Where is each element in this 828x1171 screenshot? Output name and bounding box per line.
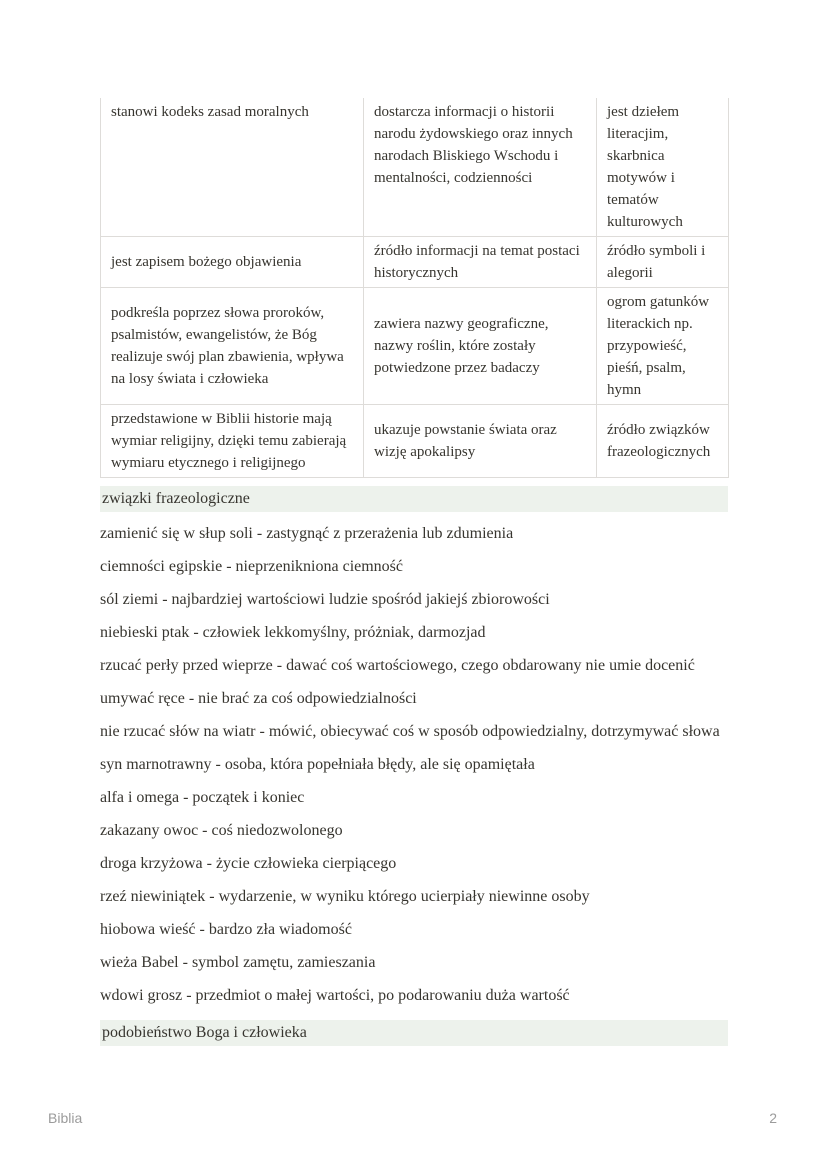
table-cell: ogrom gatunków literackich np. przypowieść, pieśń, psalm, hymn xyxy=(597,288,729,405)
section-heading-zwiazki-frazeologiczne: związki frazeologiczne xyxy=(100,486,728,512)
table-row xyxy=(101,237,729,288)
table-cell: stanowi kodeks zasad moralnych xyxy=(101,98,364,237)
phrase-item: zakazany owoc - coś niedozwolonego xyxy=(100,822,343,839)
phrase-item: alfa i omega - początek i koniec xyxy=(100,789,305,806)
phrase-item: ciemności egipskie - nieprzenikniona ciemność xyxy=(100,558,404,575)
table-cell: przedstawione w Biblii historie mają wymiar religijny, dzięki temu zabierają wymiaru etycznego i religijnego xyxy=(101,405,364,478)
phrase-item: sól ziemi - najbardziej wartościowi ludzie spośród jakiejś zbiorowości xyxy=(100,591,550,608)
phrase-item: syn marnotrawny - osoba, która popełniała błędy, ale się opamiętała xyxy=(100,756,535,773)
phrase-item: nie rzucać słów na wiatr - mówić, obiecywać coś w sposób odpowiedzialny, dotrzymywać słowa xyxy=(100,723,720,740)
phrase-item: wdowi grosz - przedmiot o małej wartości, po podarowaniu duża wartość xyxy=(100,987,570,1004)
table-cell: dostarcza informacji o historii narodu żydowskiego oraz innych narodach Bliskiego Wschodu i mentalności, codzienności xyxy=(364,98,597,237)
phrase-item: rzeź niewiniątek - wydarzenie, w wyniku którego ucierpiały niewinne osoby xyxy=(100,888,590,905)
phrase-item: umywać ręce - nie brać za coś odpowiedzialności xyxy=(100,690,417,707)
bible-roles-table xyxy=(100,98,729,478)
phrase-item: zamienić się w słup soli - zastygnąć z przerażenia lub zdumienia xyxy=(100,525,514,542)
phrase-item: hiobowa wieść - bardzo zła wiadomość xyxy=(100,921,352,938)
table-cell: zawiera nazwy geograficzne, nazwy roślin, które zostały potwiedzone przez badaczy xyxy=(364,288,597,405)
section-heading-podobienstwo-boga: podobieństwo Boga i człowieka xyxy=(100,1020,728,1046)
table-cell: podkreśla poprzez słowa proroków, psalmistów, ewangelistów, że Bóg realizuje swój plan zbawienia, wpływa na losy świata i człowieka xyxy=(101,288,364,405)
phrase-item: droga krzyżowa - życie człowieka cierpiącego xyxy=(100,855,397,872)
table-cell: jest dziełem literacjim, skarbnica motywów i tematów kulturowych xyxy=(597,98,729,237)
table-row xyxy=(101,288,729,405)
footer-page-number: 2 xyxy=(769,1110,777,1126)
table-cell: źródło symboli i alegorii xyxy=(597,237,729,288)
footer-doc-title: Biblia xyxy=(48,1110,83,1126)
table-cell: źródło informacji na temat postaci historycznych xyxy=(364,237,597,288)
phrase-item: wieża Babel - symbol zamętu, zamieszania xyxy=(100,954,376,971)
table-row xyxy=(101,98,729,237)
document-content xyxy=(100,98,728,1055)
table-cell: ukazuje powstanie świata oraz wizję apokalipsy xyxy=(364,405,597,478)
table-cell: źródło związków frazeologicznych xyxy=(597,405,729,478)
table-row xyxy=(101,405,729,478)
phrase-item: niebieski ptak - człowiek lekkomyślny, próżniak, darmozjad xyxy=(100,624,486,641)
table-cell: jest zapisem bożego objawienia xyxy=(101,237,364,288)
phrase-item: rzucać perły przed wieprze - dawać coś wartościowego, czego obdarowany nie umie docenić xyxy=(100,657,695,674)
